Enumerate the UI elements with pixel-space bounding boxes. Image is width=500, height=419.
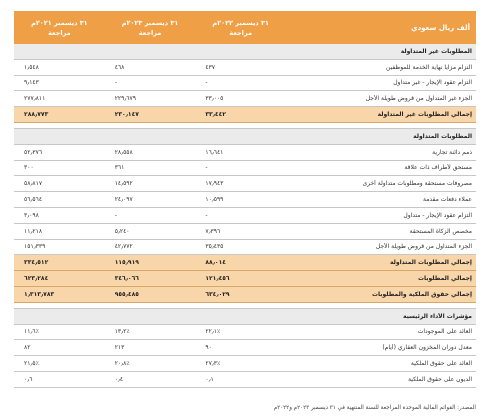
row-value: ٢١٣ xyxy=(114,344,125,352)
row-label: إجمالي المطلوبات المتداولة xyxy=(389,259,472,267)
row-value: ٦٢٣٫٢٨٤ xyxy=(24,275,49,283)
row-label: إجمالي المطلوبات xyxy=(418,275,472,283)
row-label: الجزء المتداول من قروض طويلة الأجل xyxy=(375,243,472,251)
row-value: ٢٧٫٣٪ xyxy=(205,360,221,368)
row-label: مؤشرات الأداء الرئيسية xyxy=(402,312,472,320)
row-value: ٤٣٧ xyxy=(205,63,216,71)
row-label: العائد على الموجودات xyxy=(417,328,472,336)
total-row xyxy=(14,255,476,271)
row-value: ٣٫٠٩٨ xyxy=(24,211,39,219)
row-value: ٤٢٫٧٧٢ xyxy=(114,243,133,251)
section-row xyxy=(14,129,476,145)
row-value: ٥٨٫٨١٧ xyxy=(24,180,43,188)
section-row xyxy=(14,44,476,60)
row-value: ٢٨٨٫٧٧٣ xyxy=(24,111,49,119)
column-date: ٣١ ديسمبر ٢٠٢١م xyxy=(31,18,88,27)
row-value: ٩٠ xyxy=(205,344,212,352)
row-label: الديون على حقوق الملكية xyxy=(408,375,472,383)
row-value: ٥٢٫٣٧٦ xyxy=(24,148,43,156)
row-value: ٥٦٫٥٦٤ xyxy=(24,196,43,204)
row-label: ذمم دائنة تجارية xyxy=(432,148,472,156)
column-date: ٣١ ديسمبر ٢٠٢٣م xyxy=(121,18,179,27)
table-row xyxy=(14,60,476,76)
column-header-2021 xyxy=(14,11,105,44)
row-value: ٠٫١ xyxy=(205,375,214,383)
row-value: ٣٤٦٫٠٦٦ xyxy=(114,275,139,283)
table-row xyxy=(14,356,476,372)
row-label: إجمالي المطلوبات غير المتداولة xyxy=(377,111,472,119)
row-value: ٠٫٤ xyxy=(114,375,124,383)
source-note: المصدر: القوائم المالية الموحدة المراجعة للسنة المنتهية في ٣١ ديسمبر ٢٠٢٣م و٢٠٢٢م xyxy=(273,405,476,411)
row-label: مصروفات مستحقة ومطلوبات متداولة أخرى xyxy=(362,180,472,188)
row-value: ١٫٥٤٨ xyxy=(24,63,39,71)
row-value: - xyxy=(205,79,208,87)
table-header xyxy=(14,11,476,44)
row-value: ١١٫٦٪ xyxy=(24,328,39,336)
row-value: ١٦٫٦٤١ xyxy=(205,148,224,156)
row-value: ١٥١٫٣٣٩ xyxy=(24,243,46,251)
total-row xyxy=(14,271,476,287)
row-value: ٣٦١ xyxy=(114,164,125,172)
row-label: مستحق لأطراف ذات علاقة xyxy=(404,164,472,172)
row-value: ٢٢٩٫٦٧٩ xyxy=(114,95,136,103)
table-row xyxy=(14,240,476,256)
total-row xyxy=(14,287,476,303)
table-row xyxy=(14,192,476,208)
table-row xyxy=(14,161,476,177)
row-value: ١٢١٫٤٥٦ xyxy=(205,275,230,283)
column-header-2023 xyxy=(105,11,196,44)
row-label: العائد على حقوق الملكية xyxy=(410,360,472,368)
row-label: معدل دوران المخزون العقاري (أيام) xyxy=(382,344,472,352)
row-label: التزام عقود الإيجار - متداول xyxy=(403,211,472,219)
row-value: ٠٫٦ xyxy=(24,375,33,383)
column-status: مراجعة xyxy=(229,28,252,37)
row-label: الجزء غير المتداول من قروض طويلة الأجل xyxy=(365,95,472,103)
row-value: ٢١٫٥٪ xyxy=(24,360,39,368)
total-row xyxy=(14,107,476,123)
row-label: عملاء دفعات مقدمة xyxy=(422,196,472,204)
table-row xyxy=(14,145,476,161)
row-value: ١٠٫٥٩٩ xyxy=(205,196,224,204)
row-value: ١٤٫٥٩٢ xyxy=(114,180,133,188)
row-label: المطلوبات غير المتداولة xyxy=(400,47,472,55)
column-status: مراجعة xyxy=(138,28,162,37)
row-value: ٨٨٫٠١٤ xyxy=(205,259,226,267)
row-value: ١٧٫٩٤٣ xyxy=(205,180,224,188)
row-value: ٢٢٫١٪ xyxy=(205,328,221,336)
row-value: ١١٥٫٩١٩ xyxy=(114,259,139,267)
row-value: ٧٫٣٩٦ xyxy=(205,227,221,235)
row-value: ٥٫٢٤٠ xyxy=(114,227,130,235)
row-value: ٣٣٫٤٤٢ xyxy=(205,111,226,119)
column-header-2022 xyxy=(195,11,286,44)
row-label: إجمالي حقوق الملكية والمطلوبات xyxy=(371,290,472,298)
table-row xyxy=(14,224,476,240)
row-value: - xyxy=(114,79,117,87)
row-value: ٢٤٫٠٩٧ xyxy=(114,196,133,204)
table-row xyxy=(14,325,476,341)
row-value: ٤٦٨ xyxy=(114,63,125,71)
row-value: ١٫٣١٣٫٧٨٣ xyxy=(24,290,55,298)
row-value: - xyxy=(205,164,208,172)
row-value: ٣٣٫٠٠٥ xyxy=(205,95,224,103)
row-value: ٣٥٫٤٣٥ xyxy=(205,243,224,251)
row-label: التزام عقود الإيجار - غير متداول xyxy=(393,79,472,87)
section-row xyxy=(14,309,476,325)
row-value: ٨٢ xyxy=(24,344,31,352)
row-value: - xyxy=(205,211,208,219)
row-label: التزام مزايا نهاية الخدمة للموظفين xyxy=(386,63,472,71)
financial-table xyxy=(14,11,476,388)
row-value: ٢٨٫٥٥٨ xyxy=(114,148,133,156)
column-date: ٣١ ديسمبر ٢٠٢٢م xyxy=(212,18,269,27)
row-value: ١١٫٢١٨ xyxy=(24,227,43,235)
row-value: ٢٣٠٫١٤٧ xyxy=(114,111,139,119)
table-body xyxy=(14,44,476,388)
row-value: ١٣٫٢٪ xyxy=(114,328,130,336)
row-value: ٦٣٤٫٠٢٩ xyxy=(205,290,230,298)
row-value: ٩٫١٤٣ xyxy=(24,79,39,87)
table-row xyxy=(14,208,476,224)
row-value: ٢٠٫٨٪ xyxy=(114,360,130,368)
row-value: - xyxy=(114,211,117,219)
table-row xyxy=(14,340,476,356)
currency-label: ألف ريال سعودي xyxy=(411,23,470,32)
row-value: ٩٥٥٫٤٨٥ xyxy=(114,290,139,298)
row-label: مخصص الزكاة المستحقة xyxy=(409,227,472,235)
table-row xyxy=(14,91,476,107)
table-row xyxy=(14,76,476,92)
column-status: مراجعة xyxy=(48,28,71,37)
table-row xyxy=(14,372,476,388)
row-value: ٣٣٤٫٥١٢ xyxy=(24,259,49,267)
row-label: المطلوبات المتداولة xyxy=(413,132,472,140)
row-value: ٢٧٧٫٨١١ xyxy=(24,95,46,103)
row-value: ٣٠٠ xyxy=(24,164,34,172)
table-row xyxy=(14,176,476,192)
